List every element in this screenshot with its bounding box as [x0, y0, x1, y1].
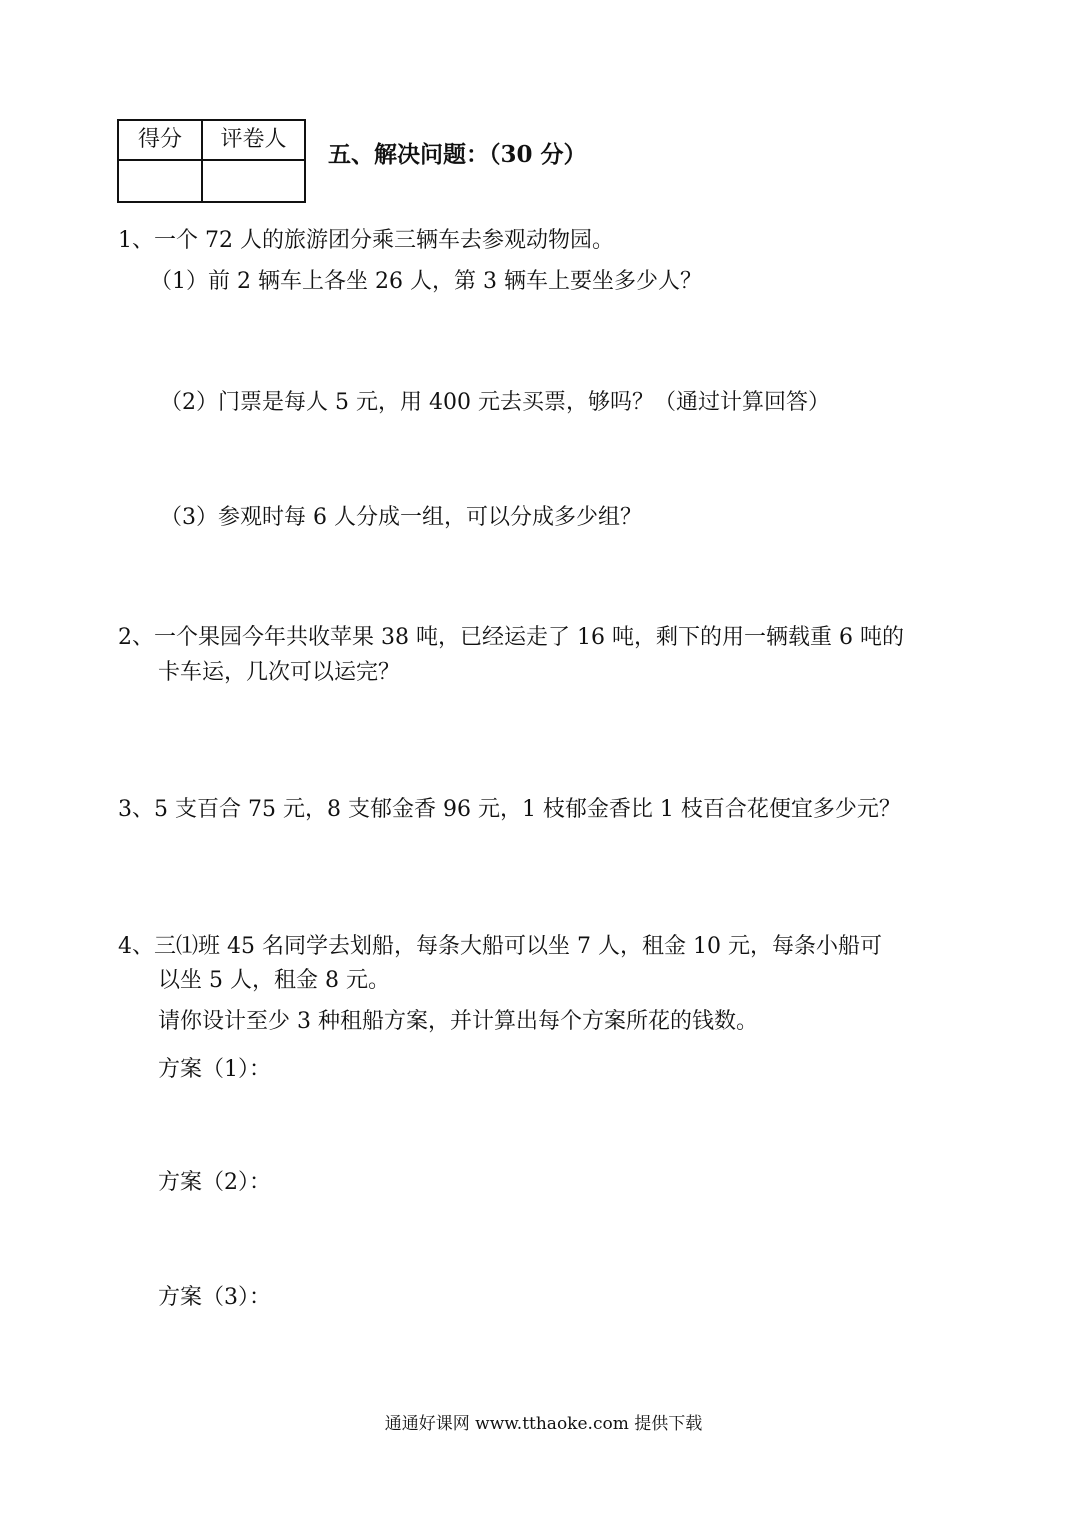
q4-line1: 4、三⑴班 45 名同学去划船，每条大船可以坐 7 人，租金 10 元，每条小船可 [118, 934, 882, 959]
grader-cell [202, 160, 305, 202]
q4-plan2: 方案（2）： [158, 1170, 271, 1195]
q4-plan1: 方案（1）： [158, 1057, 271, 1082]
q1-stem: 1、一个 72 人的旅游团分乘三辆车去参观动物园。 [118, 228, 614, 253]
section-title: 五、解决问题：（30 分） [328, 141, 587, 168]
grader-header: 评卷人 [202, 120, 305, 160]
score-header: 得分 [118, 120, 202, 160]
score-table [117, 119, 306, 203]
q2-line1: 2、一个果园今年共收苹果 38 吨，已经运走了 16 吨，剩下的用一辆载重 6 吨的 [118, 625, 904, 650]
score-cell [118, 160, 202, 202]
q4-line2: 以坐 5 人，租金 8 元。 [158, 968, 390, 993]
q2-line2: 卡车运，几次可以运完？ [158, 660, 401, 685]
q1-sub2: （2）门票是每人 5 元，用 400 元去买票，够吗？（通过计算回答） [160, 390, 830, 415]
q1-sub3: （3）参观时每 6 人分成一组，可以分成多少组？ [160, 505, 642, 530]
q4-plan3: 方案（3）： [158, 1285, 271, 1310]
q1-sub1: （1）前 2 辆车上各坐 26 人，第 3 辆车上要坐多少人？ [150, 269, 702, 294]
q3-line1: 3、5 支百合 75 元，8 支郁金香 96 元，1 枝郁金香比 1 枝百合花便宜多少元？ [118, 797, 901, 822]
page-footer: 通通好课网 www.tthaoke.com 提供下载 [384, 1414, 703, 1434]
q4-line3: 请你设计至少 3 种租船方案，并计算出每个方案所花的钱数。 [158, 1009, 758, 1034]
